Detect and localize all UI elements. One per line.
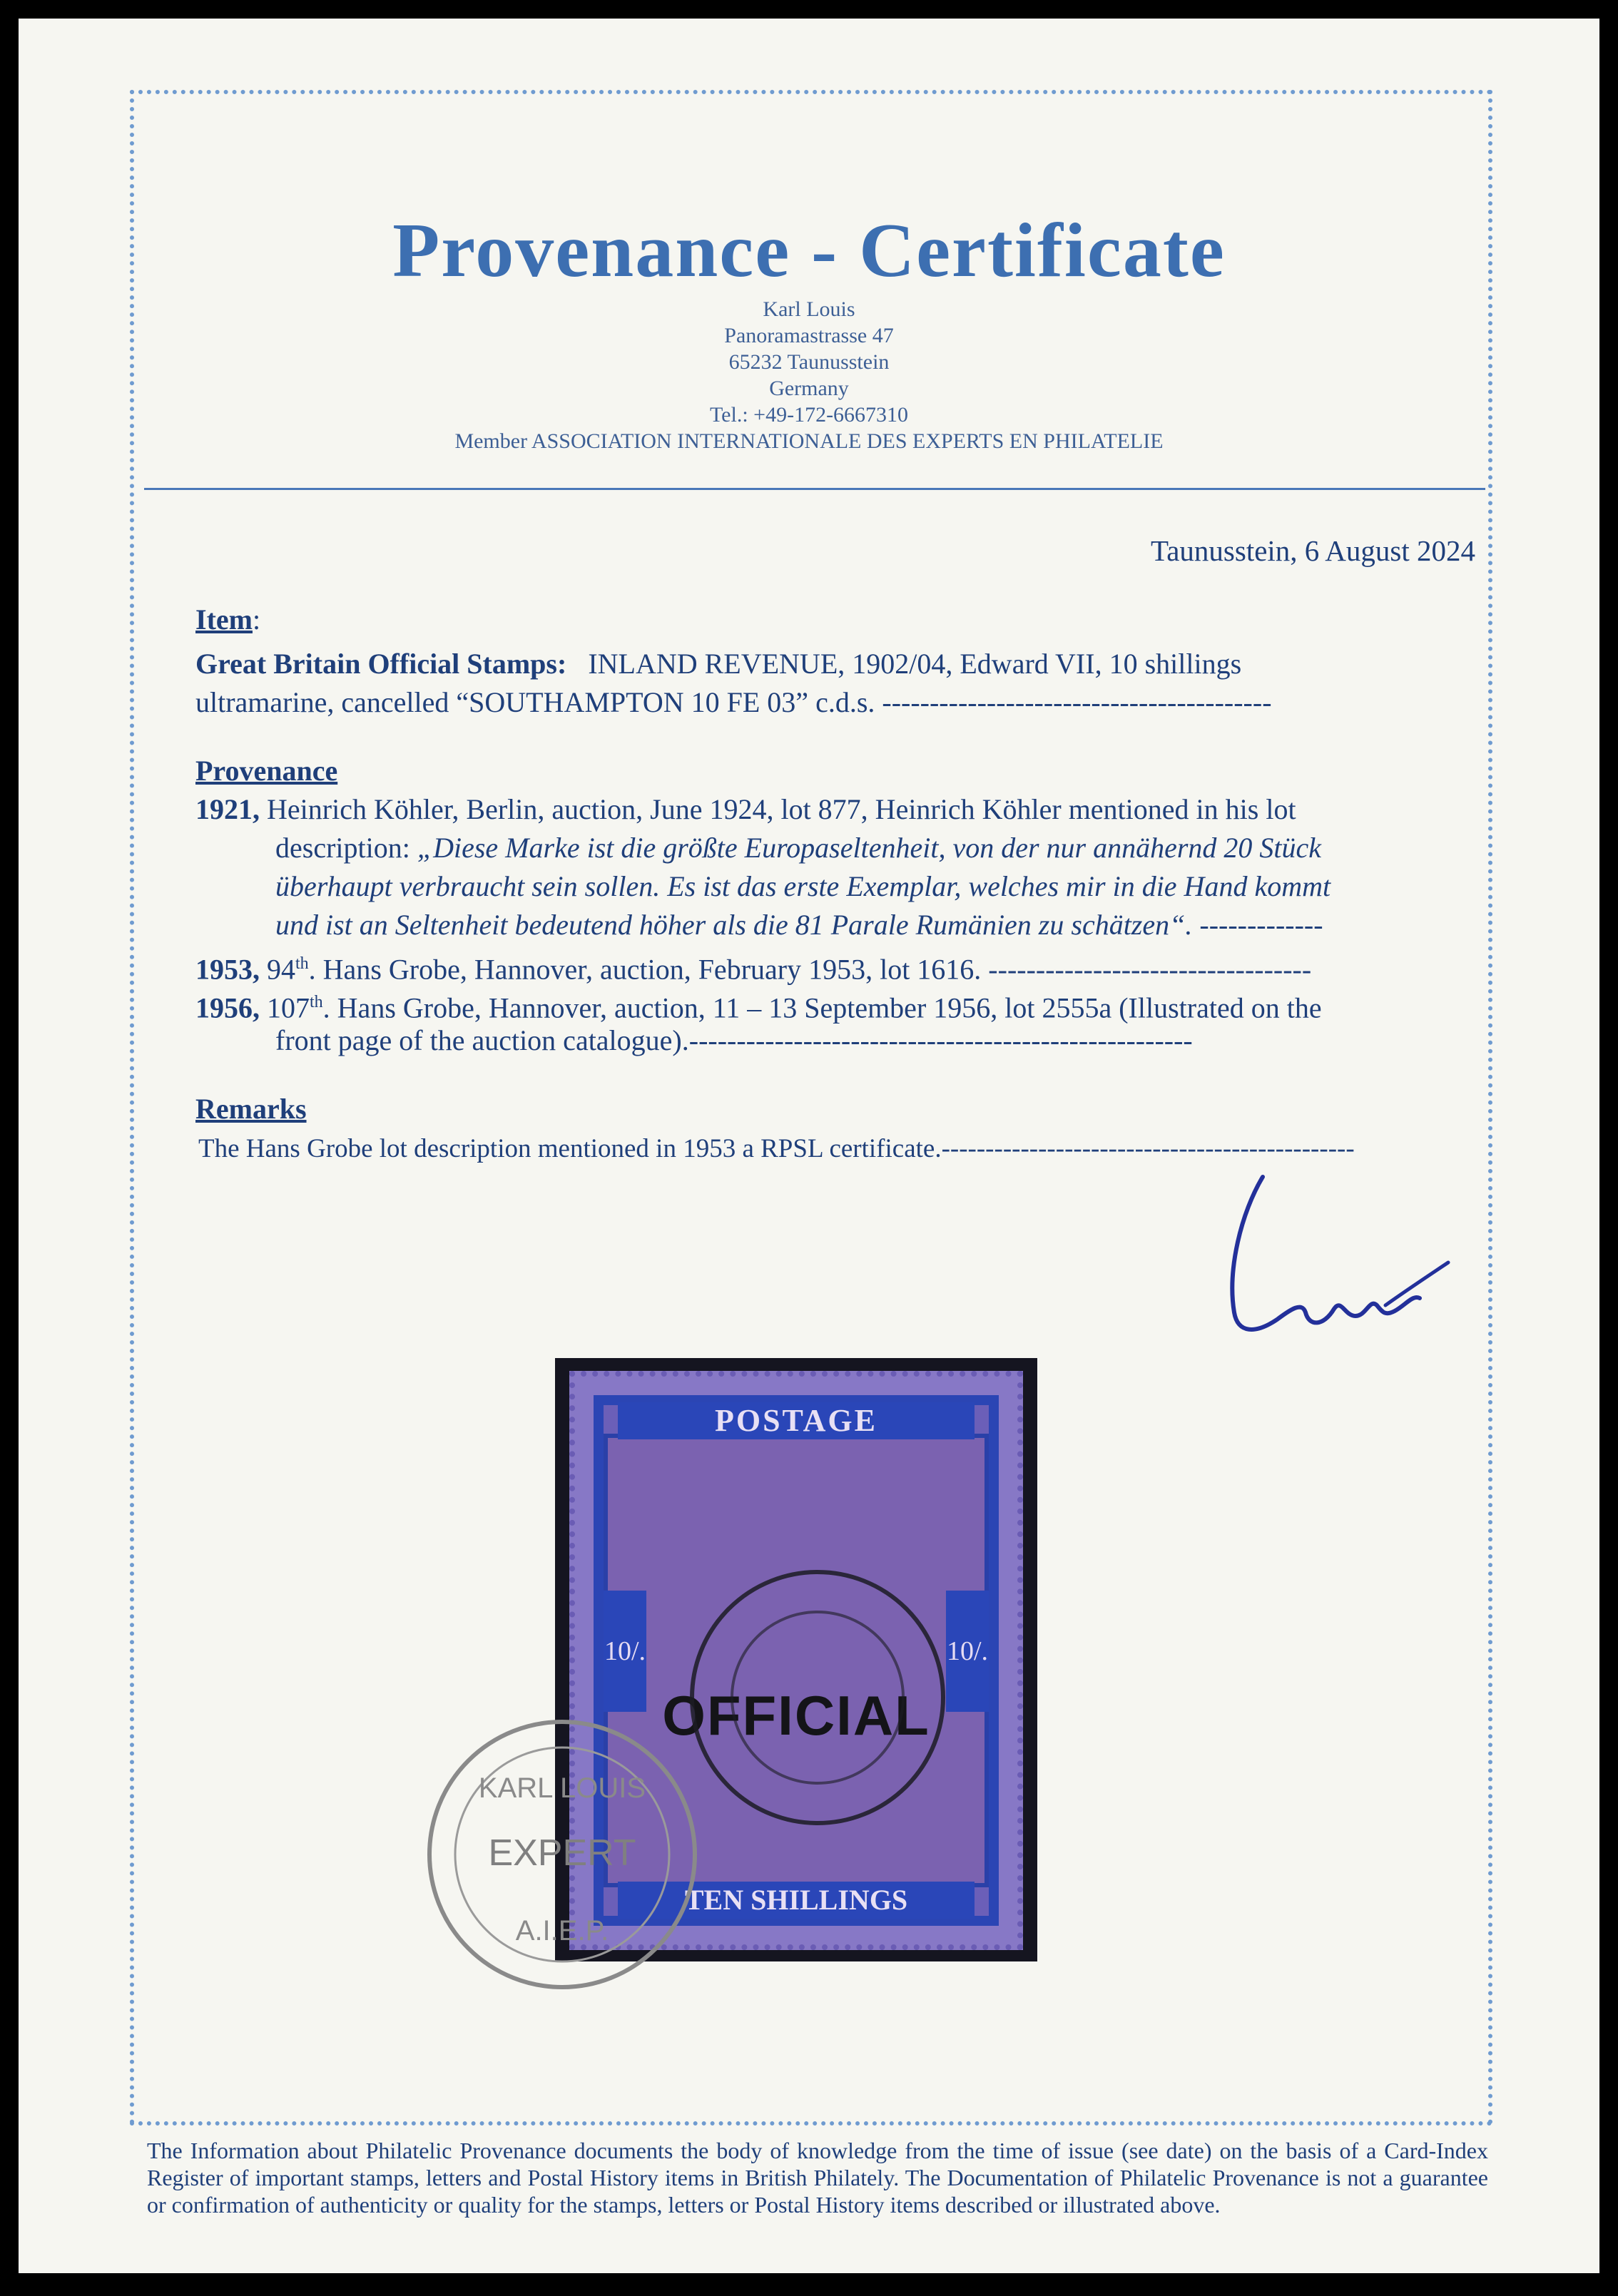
remarks-text: The Hans Grobe lot description mentioned in 1953 a RPSL certificate.-----------------------------------------------	[198, 1134, 1355, 1163]
issue-date: Taunusstein, 6 August 2024	[1151, 534, 1475, 567]
certificate-title: Provenance - Certificate	[392, 208, 1226, 293]
item-heading: Item:	[195, 603, 261, 636]
expert-name: Karl Louis	[763, 297, 855, 321]
provenance-1921-quote-2: überhaupt verbraucht sein sollen. Es ist das erste Exemplar, welches mir in die Hand kommt	[275, 870, 1331, 902]
stamp-ten-shillings-label: TEN SHILLINGS	[618, 1882, 975, 1919]
stamp-value-right: 10/.	[946, 1591, 989, 1712]
provenance-heading: Provenance	[195, 755, 338, 787]
expert-country: Germany	[769, 377, 849, 400]
header-divider	[144, 488, 1485, 490]
footer-disclaimer: The Information about Philatelic Provenance documents the body of knowledge from the time of issue (see date) on the basis of a Card-Index Register of important stamps, letters and Postal History items in British Philately. The Documentation of Philatelic Provenance is not a guarantee or confirmation of authenticity or quality for the stamps, letters or Postal History items described or illustrated above.	[147, 2138, 1488, 2218]
expert-stamp-bottom: A.I.E.P.	[515, 1915, 609, 1947]
item-line-1: Great Britain Official Stamps: INLAND REVENUE, 1902/04, Edward VII, 10 shillings	[195, 648, 1242, 680]
expert-stamp-top: KARL LOUIS	[478, 1772, 646, 1804]
expert-membership: Member ASSOCIATION INTERNATIONALE DES EXPERTS EN PHILATELIE	[454, 429, 1164, 453]
item-line-2: ultramarine, cancelled “SOUTHAMPTON 10 FE 03” c.d.s. -----------------------------------------	[195, 686, 1272, 718]
provenance-1956-line-2: front page of the auction catalogue).-----------------------------------------------------	[275, 1024, 1193, 1056]
expert-rubber-stamp	[419, 1712, 705, 1997]
expert-phone: Tel.: +49-172-6667310	[709, 403, 909, 427]
postmark-cancel	[682, 1562, 953, 1833]
expert-stamp-middle: EXPERT	[488, 1832, 636, 1874]
remarks-heading: Remarks	[195, 1093, 307, 1125]
provenance-1921-quote-3: und ist an Seltenheit bedeutend höher als die 81 Parale Rumänien zu schätzen“. -------------	[275, 909, 1323, 941]
provenance-1956: 1956, 107th. Hans Grobe, Hannover, auction, 11 – 13 September 1956, lot 2555a (Illustrated on the	[195, 991, 1322, 1024]
provenance-1953: 1953, 94th. Hans Grobe, Hannover, auction, February 1953, lot 1616. ----------------------------------	[195, 953, 1312, 986]
stamp-official-overprint: OFFICIAL	[662, 1684, 930, 1747]
stamp-value-left: 10/.	[604, 1591, 646, 1712]
signature	[1199, 1155, 1470, 1369]
provenance-1921: 1921, Heinrich Köhler, Berlin, auction, June 1924, lot 877, Heinrich Köhler mentioned in his lot	[195, 793, 1296, 825]
stamp-postage-label: POSTAGE	[618, 1402, 975, 1439]
expert-city: 65232 Taunusstein	[728, 350, 890, 374]
expert-street: Panoramastrasse 47	[724, 324, 894, 347]
provenance-1921-quote-1: description: „Diese Marke ist die größte Europaseltenheit, von der nur annähernd 20 Stück	[275, 832, 1322, 864]
